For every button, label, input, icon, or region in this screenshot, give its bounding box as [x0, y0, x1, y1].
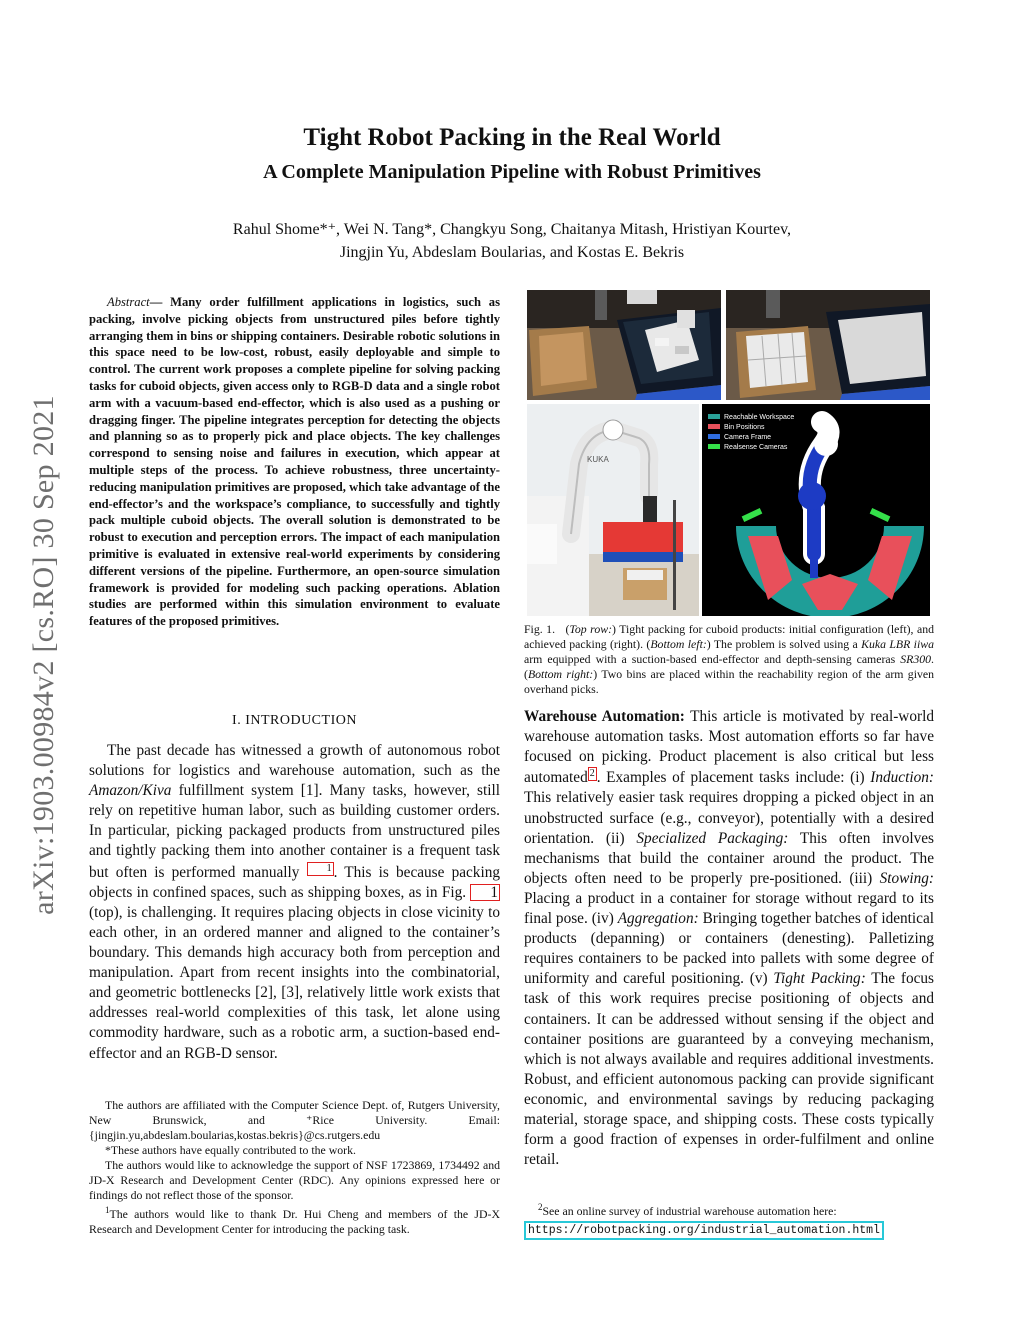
legend-swatch-workspace — [708, 414, 720, 419]
footnote-affiliation: The authors are affiliated with the Computer Science Dept. of, Rutgers University, New Brunswick, and ⁺Rice University. Email:{jingjin.yu,abdeslam.boularias,kostas.bekris}@cs.rutgers.edu — [89, 1098, 500, 1142]
section-heading: I. INTRODUCTION — [232, 713, 357, 728]
footnote-link-1[interactable]: 1 — [307, 862, 334, 876]
abstract-text: — Many order fulfillment applications in logistics, such as packing, involve picking objects from unstructured piles before tightly arranging them in bins or shipping containers. Desirable robotic solutions in this space need to be low-cost, robust, easily deployable and simple to control. The current work proposes a complete pipeline for solving packing tasks for cuboid objects, given access only to RGB-D data and a single robot arm with a vacuum-based end-effector, which is also used as a pushing or dragging finger. The pipeline integrates perception for detecting the objects and planning so as to properly pick and place objects. The key challenges correspond to sensing noise and failures in execution, which appear at multiple steps of the process. To achieve robustness, three uncertainty-reducing manipulation primitives are proposed, which take advantage of the end-effector’s and the workspace’s compliance, to successfully and tightly pack multiple cuboid objects. The overall solution is demonstrated to be robust to execution and perception errors. The impact of each manipulation primitive is evaluated in extensive real-world experiments by considering different versions of the pipeline. Furthermore, an open-source simulation framework is provided for modeling such packing operations. Ablation studies are performed within this simulation environment to evaluate features of the proposed primitives. — [89, 295, 500, 629]
warehouse-paragraph: Warehouse Automation: This article is motivated by real-world warehouse automation tasks. Most automation efforts so far have focused on picking. Product placement is also critical but less automated 2 . Examples of placement tasks include: (i) Induction: This relatively easier task requires dropping a picked object in an unobstructed surface (e.g., conveyor), potentially with a desired orientation. (ii) Specialized Packaging: This often involves mechanisms that build the container around the product. The objects often need to be properly pre-positioned. (iii) Stowing: Placing a product in a container for storage without regard to its final pose. (iv) Aggregation: Bringing together batches of identical products (depanning) or containers (denesting). Palletizing requires containers to be packed into pallets with some degree of uniformity and careful positioning. (v) Tight Packing: The focus task of this work requires precise positioning of objects and containers. It can be addressed without sensing if the object and container positions are guaranteed by a conveying mechanism, which is not always available and requires additional investments. Robust, and efficient autonomous packing can provide significant economic, and environmental savings by reducing packaging material, storage space, and shipping costs. These costs typically form a good fraction of expenses in order-fulfilment and online retail. — [524, 708, 934, 1169]
author-list — [0, 218, 1024, 264]
legend-swatch-camera-frame — [708, 434, 720, 439]
legend-realsense: Realsense Cameras — [724, 444, 788, 451]
figure-caption: Fig. 1. (Top row:) Tight packing for cuboid products: initial configuration (left), and achieved packing (right). (Bottom left:) The problem is solved using a Kuka LBR iiwa arm equipped with a suction-based end-effector and depth-sensing cameras SR300. (Bottom right:) Two bins are placed within the reachability region of the arm given overhand picks. — [524, 622, 935, 697]
abstract-label: Abstract — [107, 295, 150, 309]
legend-bins: Bin Positions — [724, 424, 765, 431]
figure-photo-packed — [726, 290, 930, 400]
paper-title: Tight Robot Packing in the Real World — [303, 124, 721, 151]
footnote-2: $^2$See an online survey of industrial warehouse automation here: https://robotpacking.org/industrial_automation.html — [524, 1200, 934, 1240]
legend-swatch-bins — [708, 424, 720, 429]
intro-paragraph: The past decade has witnessed a growth of autonomous robot solutions for logistics and warehouse automation, such as the Amazon/Kiva fulfillment system [1]. Many tasks, however, still rely on repetitive human labor, such as building customer orders. In particular, picking packaged products from unstructured piles and tightly packing them into another container is a frequent task but often is performed manually 1 . This is because packing objects in confined spaces, such as shipping boxes, as in Fig. 1 (top), is challenging. It requires placing objects in close vicinity to each other, in an ordered manner and aligned to the container’s boundary. This demands high accuracy both from perception and manipulation. Apart from recent insights into the combinatorial, and geometric bottlenecks [2], [3], relatively little work exists that addresses real-world complexities of this task, let alone using commodity hardware, such as a robotic arm, a suction-based end-effector and an RGB-D sensor. — [89, 742, 500, 1062]
legend-workspace: Reachable Workspace — [724, 414, 795, 421]
authors-line-1: Rahul Shome*⁺, Wei N. Tang*, Changkyu Song, Chaitanya Mitash, Hristiyan Kourtev, — [232, 221, 792, 238]
figure-photo-robot — [527, 404, 699, 616]
footnotes-left — [89, 1098, 500, 1237]
footnote-link-2[interactable]: 2 — [589, 768, 595, 780]
authors-line-2: Jingjin Yu, Abdeslam Boularias, and Kostas E. Bekris — [339, 244, 685, 261]
figure-photo-initial — [527, 290, 721, 400]
survey-link[interactable]: https://robotpacking.org/industrial_automation.html — [524, 1221, 884, 1240]
footnote-1: $^1$The authors would like to thank Dr. Hui Cheng and members of the JD-X Research and Development Center for introducing the packing task. — [89, 1205, 500, 1236]
arxiv-stamp: arXiv:1903.00984v2 [cs.RO] 30 Sep 2021 — [27, 395, 60, 915]
legend-swatch-realsense — [708, 444, 720, 449]
figure-link-1[interactable]: 1 — [470, 884, 500, 901]
legend-camera-frame: Camera Frame — [724, 434, 772, 441]
kuka-label: KUKA — [587, 455, 609, 464]
footnote-equal: *These authors have equally contributed to the work. — [105, 1143, 356, 1157]
figure-simulation — [702, 404, 930, 616]
paper-subtitle: A Complete Manipulation Pipeline with Robust Primitives — [263, 161, 761, 183]
abstract — [89, 294, 500, 630]
footnote-support: The authors would like to acknowledge the support of NSF 1723869, 1734492 and JD-X Research and Development Center (RDC). Any opinions expressed here or findings do not reflect those of the sponsor. — [89, 1158, 500, 1202]
